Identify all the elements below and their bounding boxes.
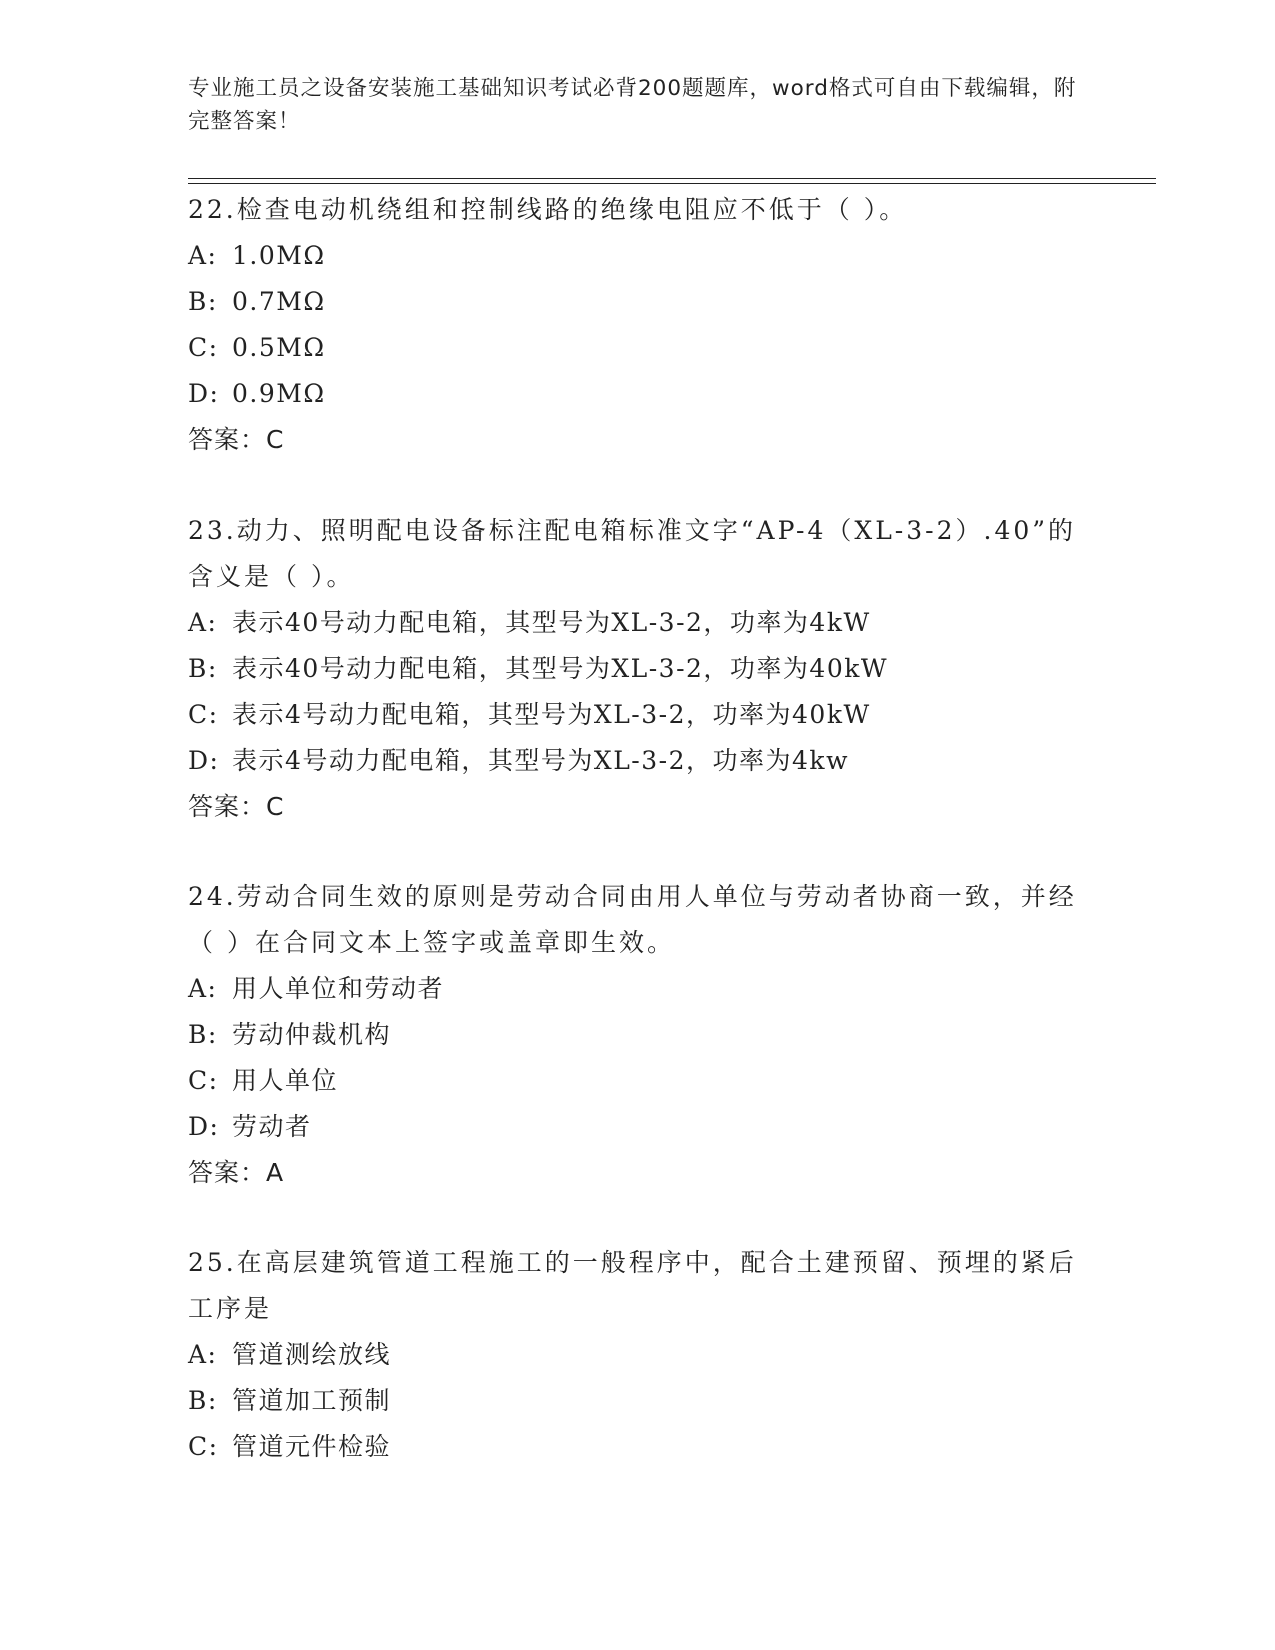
question-text: 25.在高层建筑管道工程施工的一般程序中，配合土建预留、预埋的紧后工序是 <box>188 1248 1077 1323</box>
option-text: 管道加工预制 <box>232 1386 392 1415</box>
option-text: 表示4号动力配电箱，其型号为XL-3-2，功率为40kW <box>232 700 871 729</box>
answer-line: 答案：A <box>188 1158 285 1187</box>
option-letter: C: <box>188 1066 219 1095</box>
option-letter: D: <box>188 379 220 408</box>
option-d <box>188 371 1088 417</box>
option-c <box>188 1424 1088 1470</box>
option-letter: C: <box>188 1432 219 1461</box>
option-c <box>188 325 1088 371</box>
option-a <box>188 600 1088 646</box>
option-letter: A: <box>188 1340 218 1369</box>
option-b <box>188 279 1088 325</box>
option-a <box>188 233 1088 279</box>
question-text: 23.动力、照明配电设备标注配电箱标准文字“AP-4（XL-3-2）.40”的含义是（ ）。 <box>188 516 1077 591</box>
question-22 <box>188 187 1088 463</box>
option-letter: B: <box>188 654 218 683</box>
option-letter: B: <box>188 1020 218 1049</box>
option-letter: B: <box>188 1386 218 1415</box>
option-text: 表示40号动力配电箱，其型号为XL-3-2，功率为40kW <box>232 654 889 683</box>
option-text: 管道测绘放线 <box>232 1340 392 1369</box>
answer-line: 答案：C <box>188 425 285 454</box>
question-23 <box>188 508 1088 830</box>
option-text: 用人单位和劳动者 <box>232 974 445 1003</box>
option-b <box>188 646 1088 692</box>
option-text: 1.0MΩ <box>232 241 326 270</box>
option-text: 劳动仲裁机构 <box>232 1020 392 1049</box>
option-a <box>188 1332 1088 1378</box>
option-a <box>188 966 1088 1012</box>
option-c <box>188 1058 1088 1104</box>
option-text: 表示40号动力配电箱，其型号为XL-3-2，功率为4kW <box>232 608 871 637</box>
option-letter: D: <box>188 746 220 775</box>
question-text: 22.检查电动机绕组和控制线路的绝缘电阻应不低于（ ）。 <box>188 195 908 224</box>
option-text: 劳动者 <box>232 1112 312 1141</box>
question-text: 24.劳动合同生效的原则是劳动合同由用人单位与劳动者协商一致，并经（ ）在合同文本上签字或盖章即生效。 <box>188 882 1077 957</box>
header-divider-bottom <box>188 183 1156 184</box>
option-text: 0.5MΩ <box>232 333 326 362</box>
document-title: 专业施工员之设备安装施工基础知识考试必背200题题库，word格式可自由下载编辑，附完整答案！ <box>188 76 1077 134</box>
answer-line: 答案：C <box>188 792 285 821</box>
option-text: 0.7MΩ <box>232 287 326 316</box>
option-letter: A: <box>188 974 218 1003</box>
option-text: 0.9MΩ <box>232 379 326 408</box>
document-header <box>188 72 1088 138</box>
option-d <box>188 1104 1088 1150</box>
option-letter: B: <box>188 287 218 316</box>
header-divider-top <box>188 178 1156 179</box>
question-24 <box>188 874 1088 1196</box>
option-b <box>188 1378 1088 1424</box>
option-text: 表示4号动力配电箱，其型号为XL-3-2，功率为4kw <box>232 746 849 775</box>
question-25 <box>188 1240 1088 1470</box>
option-b <box>188 1012 1088 1058</box>
option-d <box>188 738 1088 784</box>
option-letter: C: <box>188 333 219 362</box>
option-letter: D: <box>188 1112 220 1141</box>
option-text: 管道元件检验 <box>232 1432 392 1461</box>
option-letter: C: <box>188 700 219 729</box>
option-letter: A: <box>188 608 218 637</box>
option-c <box>188 692 1088 738</box>
option-letter: A: <box>188 241 218 270</box>
option-text: 用人单位 <box>232 1066 339 1095</box>
